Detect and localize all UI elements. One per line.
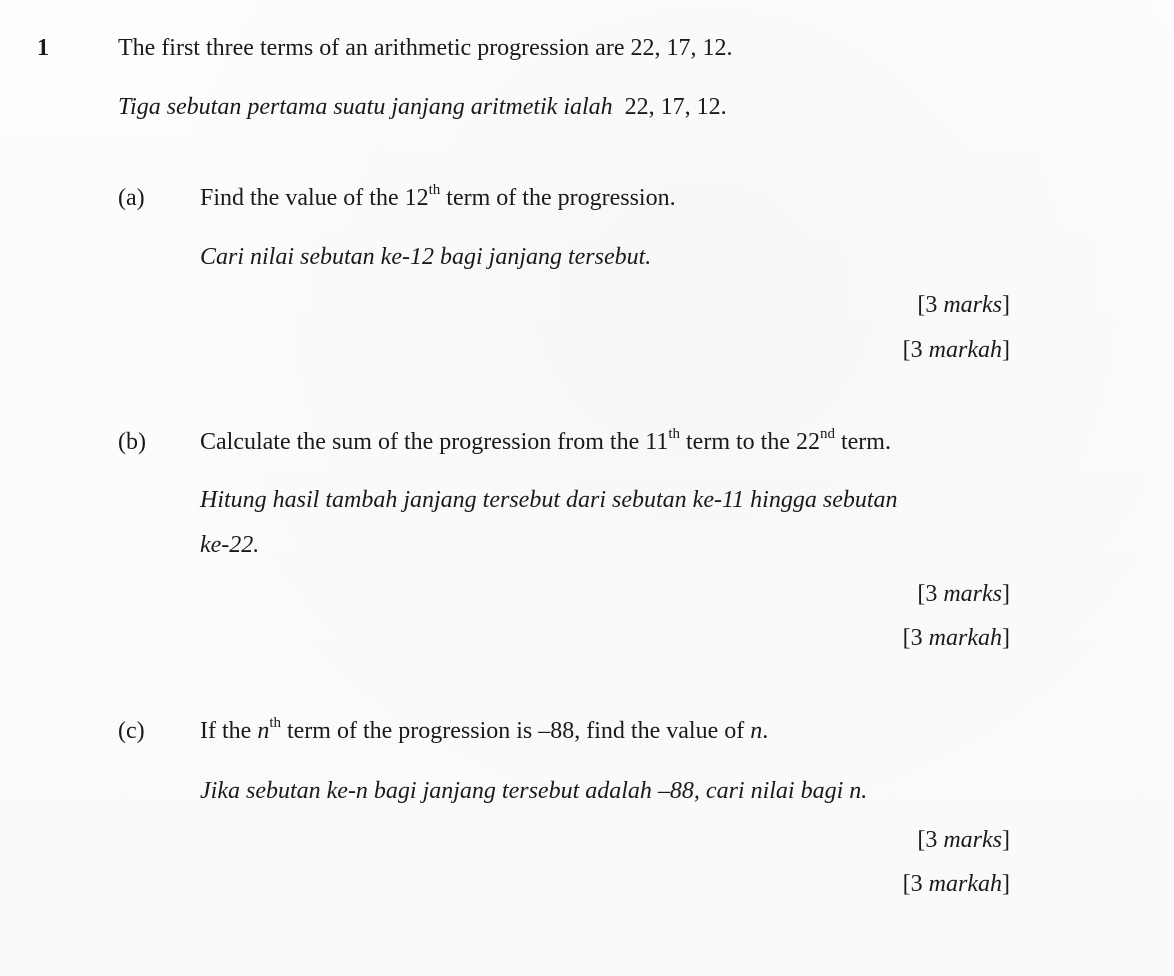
part-c-malay: Jika sebutan ke-n bagi janjang tersebut adalah –88, cari nilai bagi n. [200, 778, 868, 804]
part-c-variable-n-2: n [750, 718, 763, 744]
question-stem-malay [118, 93, 727, 121]
part-c-english-mid: term of the progression is –88, find the value of [280, 718, 751, 744]
part-b-english-mid: term to the 22 [680, 429, 820, 455]
markah-word: markah [928, 625, 1002, 651]
markah-open: [3 [902, 337, 929, 363]
markah-word: markah [928, 871, 1002, 897]
markah-open: [3 [902, 625, 929, 651]
part-c-english [200, 717, 768, 745]
part-a-english-rest: term of the progression. [440, 185, 676, 211]
part-c-label: (c) [118, 718, 145, 744]
marks-open: [3 [917, 581, 944, 607]
part-b-malay-line1: Hitung hasil tambah janjang tersebut dari sebutan ke-11 hingga sebutan [200, 487, 898, 513]
part-c-marks-malay [903, 870, 1010, 898]
part-a-malay: Cari nilai sebutan ke-12 bagi janjang tersebut. [200, 244, 652, 270]
part-c-english-text: If the [200, 718, 258, 744]
part-c-variable-n: n [257, 718, 270, 744]
marks-close: ] [1002, 827, 1010, 853]
part-b-english-end: term. [834, 429, 891, 455]
part-a-english-text: Find the value of the 12 [200, 185, 429, 211]
part-a-english [200, 184, 676, 212]
marks-word: marks [943, 827, 1002, 853]
part-b-english-text: Calculate the sum of the progression from the 11 [200, 429, 669, 455]
part-a-marks-malay [903, 336, 1010, 364]
part-a-label: (a) [118, 185, 145, 211]
part-a-marks-english [917, 291, 1010, 319]
marks-word: marks [943, 581, 1002, 607]
part-b-ordinal-suffix-2: nd [819, 426, 835, 442]
marks-word: marks [943, 292, 1002, 318]
question-stem-malay-values: 22, 17, 12. [624, 94, 727, 120]
part-b-marks-english [917, 580, 1010, 608]
part-b-label: (b) [118, 429, 146, 455]
markah-word: markah [928, 337, 1002, 363]
part-c-ordinal-suffix: th [269, 715, 281, 731]
marks-open: [3 [917, 827, 944, 853]
markah-close: ] [1002, 625, 1010, 651]
marks-close: ] [1002, 581, 1010, 607]
markah-close: ] [1002, 337, 1010, 363]
part-b-english [200, 428, 891, 456]
marks-open: [3 [917, 292, 944, 318]
part-a-ordinal-suffix: th [428, 182, 441, 198]
markah-close: ] [1002, 871, 1010, 897]
question-number: 1 [37, 35, 49, 61]
part-b-marks-malay [903, 624, 1010, 652]
markah-open: [3 [902, 871, 929, 897]
part-b-ordinal-suffix-1: th [668, 426, 680, 442]
part-c-english-end: . [762, 718, 769, 744]
part-b-malay-line2: ke-22. [200, 532, 260, 558]
part-c-marks-english [917, 826, 1010, 854]
marks-close: ] [1002, 292, 1010, 318]
question-stem-english: The first three terms of an arithmetic progression are 22, 17, 12. [118, 35, 733, 61]
question-stem-malay-text: Tiga sebutan pertama suatu janjang aritmetik ialah [118, 94, 613, 120]
